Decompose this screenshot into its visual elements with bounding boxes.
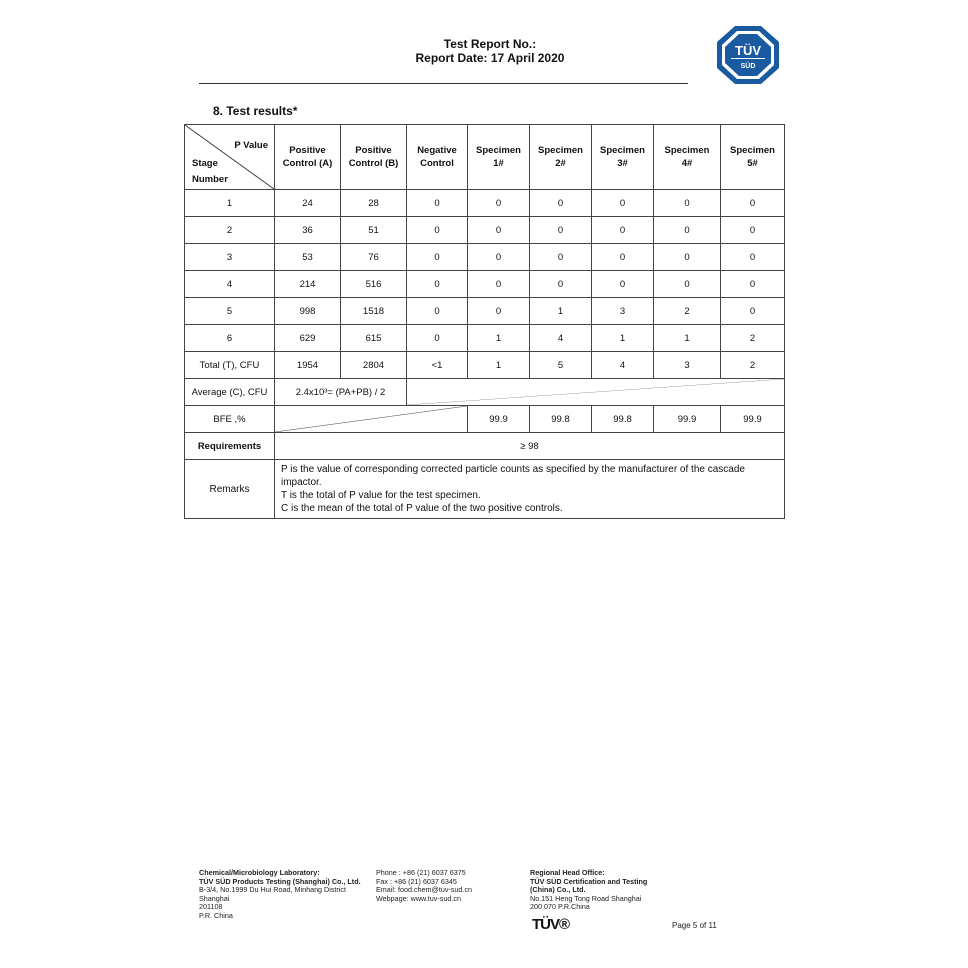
bfe-value: 99.8 (530, 406, 592, 433)
value-cell: 5 (530, 352, 592, 379)
header-positive-a: Positive Control (A) (275, 125, 341, 190)
lab-address: B-3/4, No.1999 Du Hui Road, Minhang District (199, 885, 347, 895)
remarks-text (275, 460, 785, 519)
value-cell: 0 (721, 190, 785, 217)
stage-cell: 4 (185, 271, 275, 298)
value-cell: 3 (654, 352, 721, 379)
footer-lab (199, 869, 367, 921)
value-cell: 1 (592, 325, 654, 352)
value-cell: 0 (468, 271, 530, 298)
report-number-label: Test Report No.: (443, 37, 537, 51)
contact-web: Webpage: www.tuv-sud.cn (376, 893, 461, 903)
value-cell: 0 (721, 217, 785, 244)
remark-line: P is the value of corresponding corrected particle counts as specified by the manufacturer of the cascade impactor. (281, 464, 745, 488)
value-cell: 0 (407, 217, 468, 244)
office-name: TÜV SÜD Certification and Testing (China) Co., Ltd. (530, 876, 648, 895)
requirements-label: Requirements (185, 433, 275, 460)
section-title: 8. Test results* (213, 104, 298, 118)
remarks-row (185, 460, 785, 519)
bfe-value: 99.9 (721, 406, 785, 433)
average-empty-cell (407, 379, 785, 406)
value-cell: 0 (592, 190, 654, 217)
requirements-value: ≥ 98 (275, 433, 785, 460)
table-row (185, 190, 785, 217)
p-value-label: P Value (234, 140, 268, 151)
value-cell: 2804 (341, 352, 407, 379)
header-negative: Negative Control (407, 125, 468, 190)
office-address: No.151 Heng Tong Road Shanghai (530, 893, 642, 903)
value-cell: 1 (530, 298, 592, 325)
value-cell: 0 (468, 244, 530, 271)
stage-cell: 5 (185, 298, 275, 325)
stage-cell: 3 (185, 244, 275, 271)
bfe-empty-cell (275, 406, 468, 433)
value-cell: 214 (275, 271, 341, 298)
value-cell: 998 (275, 298, 341, 325)
value-cell: 0 (654, 190, 721, 217)
value-cell: 36 (275, 217, 341, 244)
stage-cell: 6 (185, 325, 275, 352)
value-cell: 0 (530, 271, 592, 298)
remark-line: C is the mean of the total of P value of the two positive controls. (281, 503, 563, 514)
value-cell: 76 (341, 244, 407, 271)
logo-text-top: TÜV (735, 43, 761, 58)
value-cell: 0 (407, 271, 468, 298)
bfe-row (185, 406, 785, 433)
value-cell: 629 (275, 325, 341, 352)
stage-cell: 2 (185, 217, 275, 244)
bfe-value: 99.9 (654, 406, 721, 433)
value-cell: 0 (592, 271, 654, 298)
value-cell: 0 (592, 217, 654, 244)
lab-name: TÜV SÜD Products Testing (Shanghai) Co., Ltd. (199, 876, 361, 886)
remark-line: T is the total of P value for the test specimen. (281, 490, 481, 501)
table-row (185, 325, 785, 352)
value-cell: 1 (654, 325, 721, 352)
corner-header-cell (185, 125, 275, 190)
total-row (185, 352, 785, 379)
contact-email: Email: food.chem@tuv-sud.cn (376, 885, 472, 895)
value-cell: 0 (530, 217, 592, 244)
value-cell: <1 (407, 352, 468, 379)
header-specimen-2: Specimen 2# (530, 125, 592, 190)
value-cell: 0 (592, 244, 654, 271)
stage-label: Stage (192, 158, 218, 169)
remarks-label: Remarks (185, 460, 275, 519)
value-cell: 24 (275, 190, 341, 217)
value-cell: 0 (468, 298, 530, 325)
header-positive-b: Positive Control (B) (341, 125, 407, 190)
value-cell: 4 (592, 352, 654, 379)
value-cell: 0 (721, 298, 785, 325)
report-date: Report Date: 17 April 2020 (415, 51, 565, 65)
value-cell: 1 (468, 325, 530, 352)
lab-country: P.R. China (199, 910, 233, 920)
average-label: Average (C), CFU (185, 379, 275, 406)
value-cell: 0 (407, 190, 468, 217)
lab-zip: 201108 (199, 902, 223, 912)
office-zip: 200 070 P.R.China (530, 902, 590, 912)
value-cell: 0 (721, 271, 785, 298)
table-row (185, 298, 785, 325)
value-cell: 2 (721, 352, 785, 379)
test-results-table (184, 124, 785, 519)
bfe-value: 99.8 (592, 406, 654, 433)
value-cell: 0 (530, 244, 592, 271)
page-number: Page 5 of 11 (672, 921, 717, 930)
value-cell: 0 (721, 244, 785, 271)
footer-contact (376, 869, 506, 903)
footer-office (530, 869, 665, 912)
value-cell: 516 (341, 271, 407, 298)
value-cell: 0 (407, 298, 468, 325)
lab-city: Shanghai (199, 893, 230, 903)
total-label: Total (T), CFU (185, 352, 275, 379)
lab-title: Chemical/Microbiology Laboratory: (199, 868, 320, 877)
table-row (185, 244, 785, 271)
value-cell: 53 (275, 244, 341, 271)
logo-text-bottom: SÜD (740, 63, 756, 70)
header-specimen-3: Specimen 3# (592, 125, 654, 190)
value-cell: 0 (654, 244, 721, 271)
header-specimen-4: Specimen 4# (654, 125, 721, 190)
value-cell: 1954 (275, 352, 341, 379)
value-cell: 51 (341, 217, 407, 244)
value-cell: 0 (530, 190, 592, 217)
tuv-sud-logo (715, 25, 781, 85)
average-value: 2.4x10³= (PA+PB) / 2 (275, 379, 407, 406)
table-row (185, 217, 785, 244)
header-divider (199, 83, 688, 84)
header-specimen-1: Specimen 1# (468, 125, 530, 190)
average-row (185, 379, 785, 406)
value-cell: 0 (654, 217, 721, 244)
requirements-row (185, 433, 785, 460)
value-cell: 615 (341, 325, 407, 352)
value-cell: 4 (530, 325, 592, 352)
value-cell: 0 (407, 244, 468, 271)
bfe-label: BFE ,% (185, 406, 275, 433)
bfe-value: 99.9 (468, 406, 530, 433)
contact-phone: Phone : +86 (21) 6037 6375 (376, 868, 466, 877)
table-header-row (185, 125, 785, 190)
office-title: Regional Head Office: (530, 868, 605, 877)
value-cell: 1518 (341, 298, 407, 325)
value-cell: 2 (721, 325, 785, 352)
value-cell: 28 (341, 190, 407, 217)
stage-cell: 1 (185, 190, 275, 217)
contact-fax: Fax : +86 (21) 6037 6345 (376, 876, 457, 886)
value-cell: 1 (468, 352, 530, 379)
value-cell: 0 (468, 217, 530, 244)
footer-tuv-brand: TÜV® (532, 916, 570, 933)
value-cell: 3 (592, 298, 654, 325)
value-cell: 2 (654, 298, 721, 325)
value-cell: 0 (407, 325, 468, 352)
table-row (185, 271, 785, 298)
value-cell: 0 (654, 271, 721, 298)
number-label: Number (192, 174, 228, 185)
header-specimen-5: Specimen 5# (721, 125, 785, 190)
value-cell: 0 (468, 190, 530, 217)
